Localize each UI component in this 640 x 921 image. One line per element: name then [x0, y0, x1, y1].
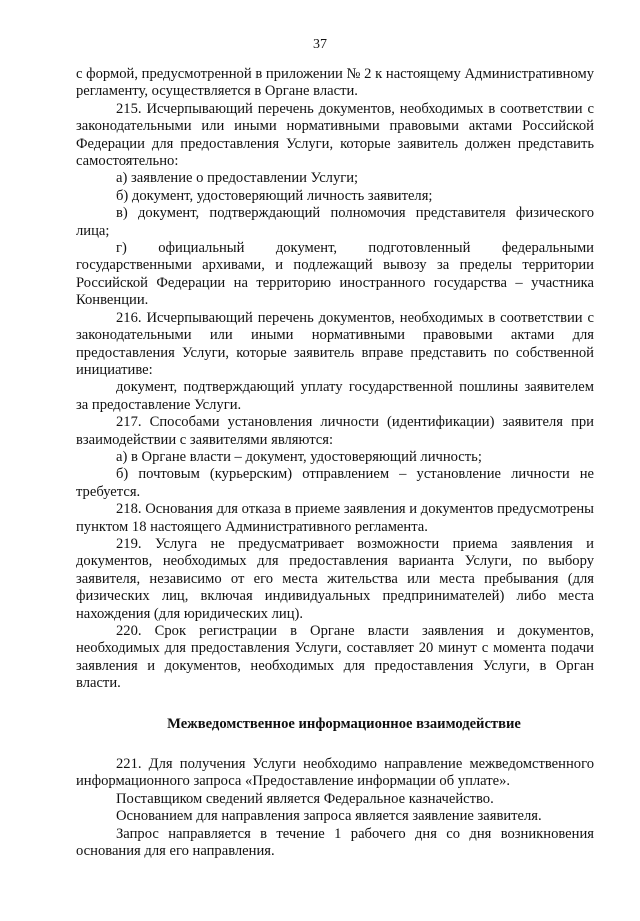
paragraph: б) документ, удостоверяющий личность заявителя; [116, 187, 433, 204]
paragraph: 216. Исчерпывающий перечень документов, необходимых в соответствии с законодательными или иными нормативными правовыми актами для предоставления Услуги, которые заявитель вправе представить по собственной инициативе: [76, 309, 594, 378]
paragraph: 221. Для получения Услуги необходимо направление межведомственного информационного запроса «Предоставление информации об уплате». [76, 756, 594, 790]
page-number: 37 [313, 37, 327, 52]
section-heading: Межведомственное информационное взаимодействие [167, 715, 521, 732]
paragraph: а) заявление о предоставлении Услуги; [116, 170, 359, 187]
paragraph: 217. Способами установления личности (идентификации) заявителя при взаимодействии с заявителями являются: [76, 414, 594, 448]
paragraph: г) официальный документ, подготовленный федеральными государственными архивами, и подлежащий вывозу за пределы территории Российской Федерации на территорию иностранного государства – участника Конвенции. [76, 240, 594, 309]
paragraph: документ, подтверждающий уплату государственной пошлины заявителем за предоставление Услуги. [76, 379, 594, 413]
paragraph: б) почтовым (курьерским) отправлением – установление личности не требуется. [76, 466, 594, 500]
paragraph: 215. Исчерпывающий перечень документов, необходимых в соответствии с законодательными или иными нормативными правовыми актами Российской Федерации для предоставления Услуги, которые заявитель должен представить самостоятельно: [76, 100, 594, 170]
document-body [76, 66, 594, 860]
paragraph: 220. Срок регистрации в Органе власти заявления и документов, необходимых для предоставления Услуги, составляет 20 минут с момента подачи заявления и документов, необходимых для предоставления Услуги, в Орган власти. [76, 623, 594, 692]
paragraphs-before-heading [76, 66, 594, 693]
paragraph: Основанием для направления запроса является заявление заявителя. [116, 808, 542, 825]
paragraph: а) в Органе власти – документ, удостоверяющий личность; [116, 448, 482, 465]
paragraph: 219. Услуга не предусматривает возможности приема заявления и документов, необходимых для предоставления варианта Услуги, по выбору заявителя, независимо от его места жительства или места пребывания (для физических лиц, включая индивидуальных предпринимателей) либо места нахождения (для юридических лиц). [76, 535, 594, 622]
paragraph: в) документ, подтверждающий полномочия представителя физического лица; [76, 205, 594, 239]
paragraph: Поставщиком сведений является Федеральное казначейство. [116, 790, 494, 807]
paragraphs-after-heading [76, 756, 594, 860]
paragraph: с формой, предусмотренной в приложении № 2 к настоящему Административному регламенту, осуществляется в Органе власти. [76, 66, 594, 100]
paragraph: 218. Основания для отказа в приеме заявления и документов предусмотрены пунктом 18 настоящего Административного регламента. [76, 501, 594, 535]
paragraph: Запрос направляется в течение 1 рабочего дня со дня возникновения основания для его направления. [76, 825, 594, 860]
